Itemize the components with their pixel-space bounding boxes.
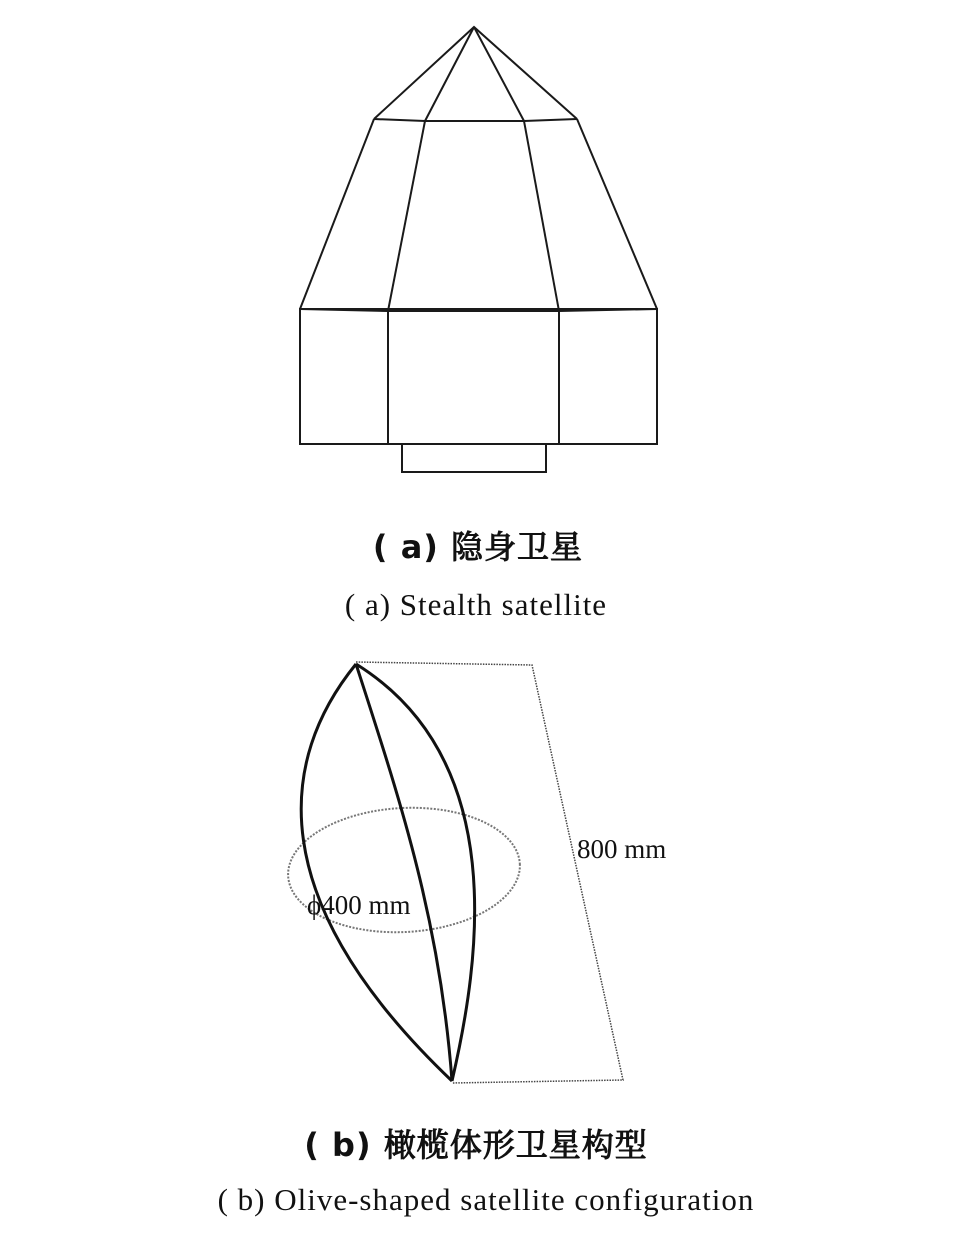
apex-edge-right (474, 27, 524, 121)
length-dimension-frame (356, 662, 623, 1083)
frustum-edge-inner-left (388, 121, 425, 311)
caption-a-chinese: ( a) 隐身卫星 (372, 528, 584, 566)
caption-b-english: ( b) Olive-shaped satellite configuration (217, 1182, 755, 1217)
apex-edge-left (425, 27, 474, 121)
length-dimension-label: 800 mm (577, 834, 667, 864)
base-adapter (402, 444, 546, 472)
olive-body-left-curve (301, 664, 452, 1081)
frustum-top-edge (374, 119, 577, 121)
diameter-dimension-label: ϕ400 mm (307, 890, 411, 920)
caption-a-english: ( a) Stealth satellite (344, 587, 608, 622)
body-box (300, 309, 657, 444)
olive-body-right-curve (356, 664, 475, 1081)
frustum-side-right (577, 119, 657, 309)
frustum-edge-inner-right (524, 121, 559, 311)
olive-body-center-meridian (356, 664, 452, 1081)
apex-pyramid-outline (374, 27, 577, 119)
caption-b-chinese: ( b) 橄榄体形卫星构型 (304, 1126, 648, 1164)
frustum-side-left (300, 119, 374, 309)
stealth-satellite-drawing (0, 0, 972, 500)
